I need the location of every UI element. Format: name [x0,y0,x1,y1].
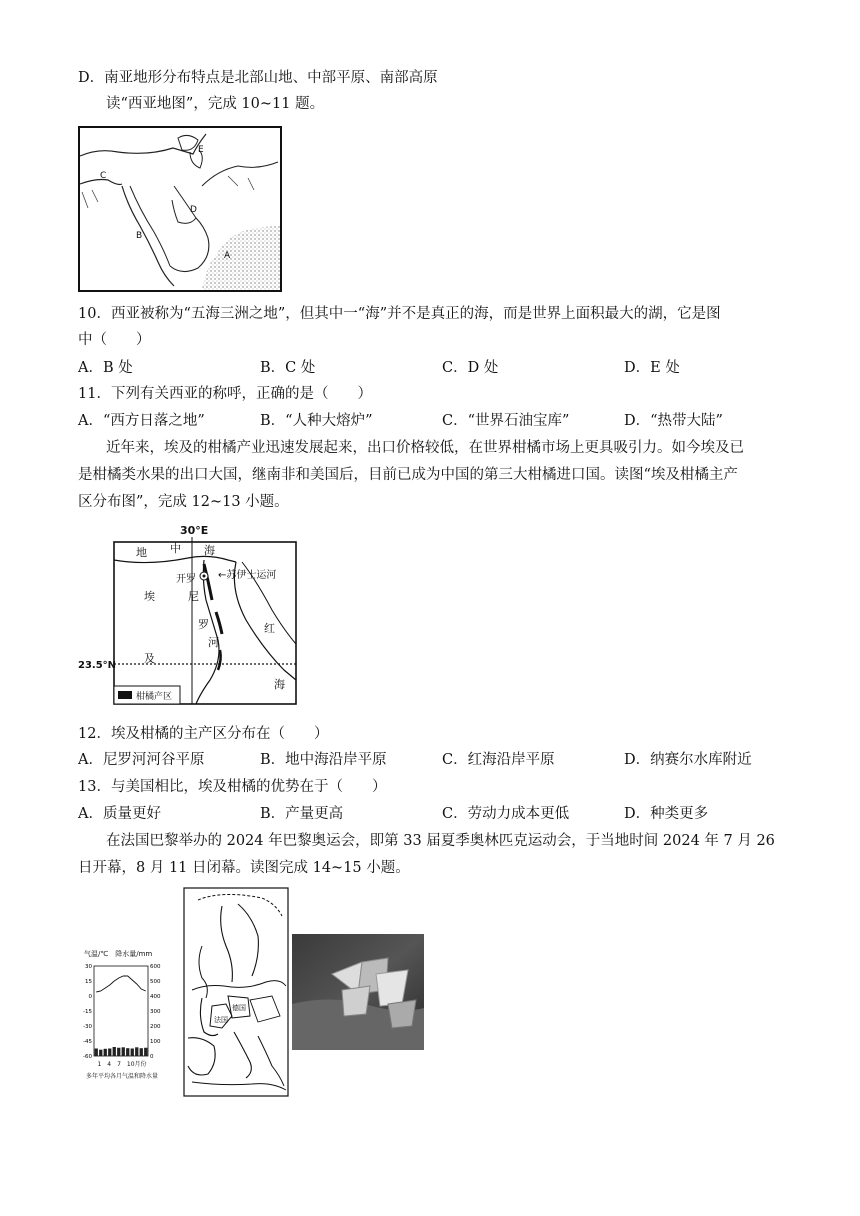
precip-bar [117,1048,120,1056]
west-asia-map [78,126,282,292]
paris-climate-chart [78,946,168,1086]
precip-bar [135,1047,138,1056]
q11-stem: 11．下列有关西亚的称呼，正确的是（ ） [78,386,372,402]
sea-char-2: 中 [170,542,181,555]
france-label: 法国 [214,1016,228,1024]
svg-text:B: B [136,231,143,241]
q13-option-c[interactable]: C．劳动力成本更低 [442,806,570,822]
olympic-venue-photo-svg [292,934,424,1050]
precip-bar [99,1050,102,1056]
svg-text:A: A [224,251,231,261]
precip-tick-label: 500 [150,979,161,985]
q10-option-c[interactable]: C．D 处 [442,360,499,376]
olympic-venue-photo [292,934,424,1050]
temp-tick-label: 0 [88,994,92,1000]
q10-option-b[interactable]: B．C 处 [260,360,316,376]
svg-text:D: D [190,205,197,215]
europe-map-svg [162,886,290,1098]
precip-bar [144,1048,147,1056]
egypt-citrus-map [78,520,300,708]
temp-tick-label: -15 [83,1009,92,1015]
q12-options [78,750,798,770]
latitude-label: 23.5°N [78,660,117,671]
passage-12-13-line1: 近年来，埃及的柑橘产业迅速发展起来，出口价格较低，在世界柑橘市场上更具吸引力。如今埃及已 [106,440,744,456]
germany-label: 德国 [232,1004,246,1012]
europe-map [162,886,290,1098]
q11-option-c[interactable]: C．“世界石油宝库” [442,413,570,429]
passage-12-13-line2: 是柑橘类水果的出口大国，继南非和美国后，目前已成为中国的第三大柑橘进口国。读图“埃及柑橘主产 [78,467,738,483]
q10-option-a[interactable]: A．B 处 [78,360,133,376]
q9-option-d: D．南亚地形分布特点是北部山地、中部平原、南部高原 [78,70,438,86]
legend-swatch [118,691,132,699]
month-ticks: 1 4 7 10月份 [97,1061,147,1068]
cairo-label: 开罗 [176,574,196,585]
q13-option-b[interactable]: B．产量更高 [260,806,344,822]
q13-options [78,804,798,824]
q11-options [78,411,798,431]
q13-option-d[interactable]: D．种类更多 [624,806,709,822]
q10-option-d[interactable]: D．E 处 [624,360,680,376]
red-sea-char-1: 红 [264,622,275,635]
precip-bar [95,1049,98,1057]
precip-bar [126,1048,129,1056]
precip-tick-label: 0 [150,1054,154,1060]
nile-char-3: 河 [208,636,219,649]
q13-option-a[interactable]: A．质量更好 [78,806,161,822]
q12-option-b[interactable]: B．地中海沿岸平原 [260,752,387,768]
temp-tick-label: -60 [83,1054,92,1060]
longitude-label: 30°E [180,524,209,537]
q12-option-a[interactable]: A．尼罗河河谷平原 [78,752,205,768]
q13-stem: 13．与美国相比，埃及柑橘的优势在于（ ） [78,779,387,795]
precip-tick-label: 300 [150,1009,161,1015]
egypt-char-1: 埃 [144,590,155,603]
temp-tick-label: -30 [83,1024,92,1030]
precip-bar [122,1047,125,1056]
sea-char-3: 海 [204,544,215,557]
precip-tick-label: 200 [150,1024,161,1030]
sea-char-1: 地 [136,546,147,559]
q10-stem-line1: 10．西亚被称为“五海三洲之地”，但其中一“海”并不是真正的海，而是世界上面积最大的湖，它是图 [78,306,721,322]
egypt-char-2: 及 [144,652,155,665]
precip-bar [104,1049,107,1056]
climate-chart-caption: 多年平均各月气温和降水量 [85,1073,159,1080]
precip-bar [131,1049,134,1057]
temp-tick-label: 15 [85,979,92,985]
west-asia-map-svg [78,126,282,292]
passage-12-13-line3: 区分布图”，完成 12~13 小题。 [78,494,289,510]
precip-tick-label: 600 [150,964,161,970]
q11-option-a[interactable]: A．“西方日落之地” [78,413,205,429]
temp-tick-label: 30 [85,964,92,970]
q12-option-c[interactable]: C．红海沿岸平原 [442,752,555,768]
svg-text:C: C [100,171,107,181]
q12-stem: 12．埃及柑橘的主产区分布在（ ） [78,726,329,742]
precip-bar [108,1049,111,1057]
egypt-citrus-map-svg [78,520,300,708]
climate-chart-title: 气温/℃ 降水量/mm [84,950,153,958]
precip-tick-label: 400 [150,994,161,1000]
nile-char-2: 罗 [198,618,209,631]
q11-option-b[interactable]: B．“人种大熔炉” [260,413,373,429]
intro-10-11: 读“西亚地图”，完成 10~11 题。 [106,96,325,112]
precip-tick-label: 100 [150,1039,161,1045]
temp-tick-label: -45 [83,1039,92,1045]
passage-14-15-line2: 日开幕，8 月 11 日闭幕。读图完成 14~15 小题。 [78,860,410,876]
q12-option-d[interactable]: D．纳赛尔水库附近 [624,752,752,768]
nile-char-1: 尼 [188,590,199,603]
legend-label: 柑橘产区 [136,692,173,702]
q10-stem-line2: 中（ ） [78,332,151,348]
svg-text:E: E [198,145,204,155]
q10-options [78,358,798,378]
precip-bar [113,1047,116,1056]
passage-14-15-line1: 在法国巴黎举办的 2024 年巴黎奥运会，即第 33 届夏季奥林匹克运动会，于当地时间 2024 年 7 月 26 [106,833,775,849]
suez-label: ←苏伊士运河 [218,570,277,581]
red-sea-char-2: 海 [274,678,285,691]
climate-chart-svg [78,946,168,1086]
q11-option-d[interactable]: D．“热带大陆” [624,413,723,429]
precip-bar [140,1048,143,1056]
